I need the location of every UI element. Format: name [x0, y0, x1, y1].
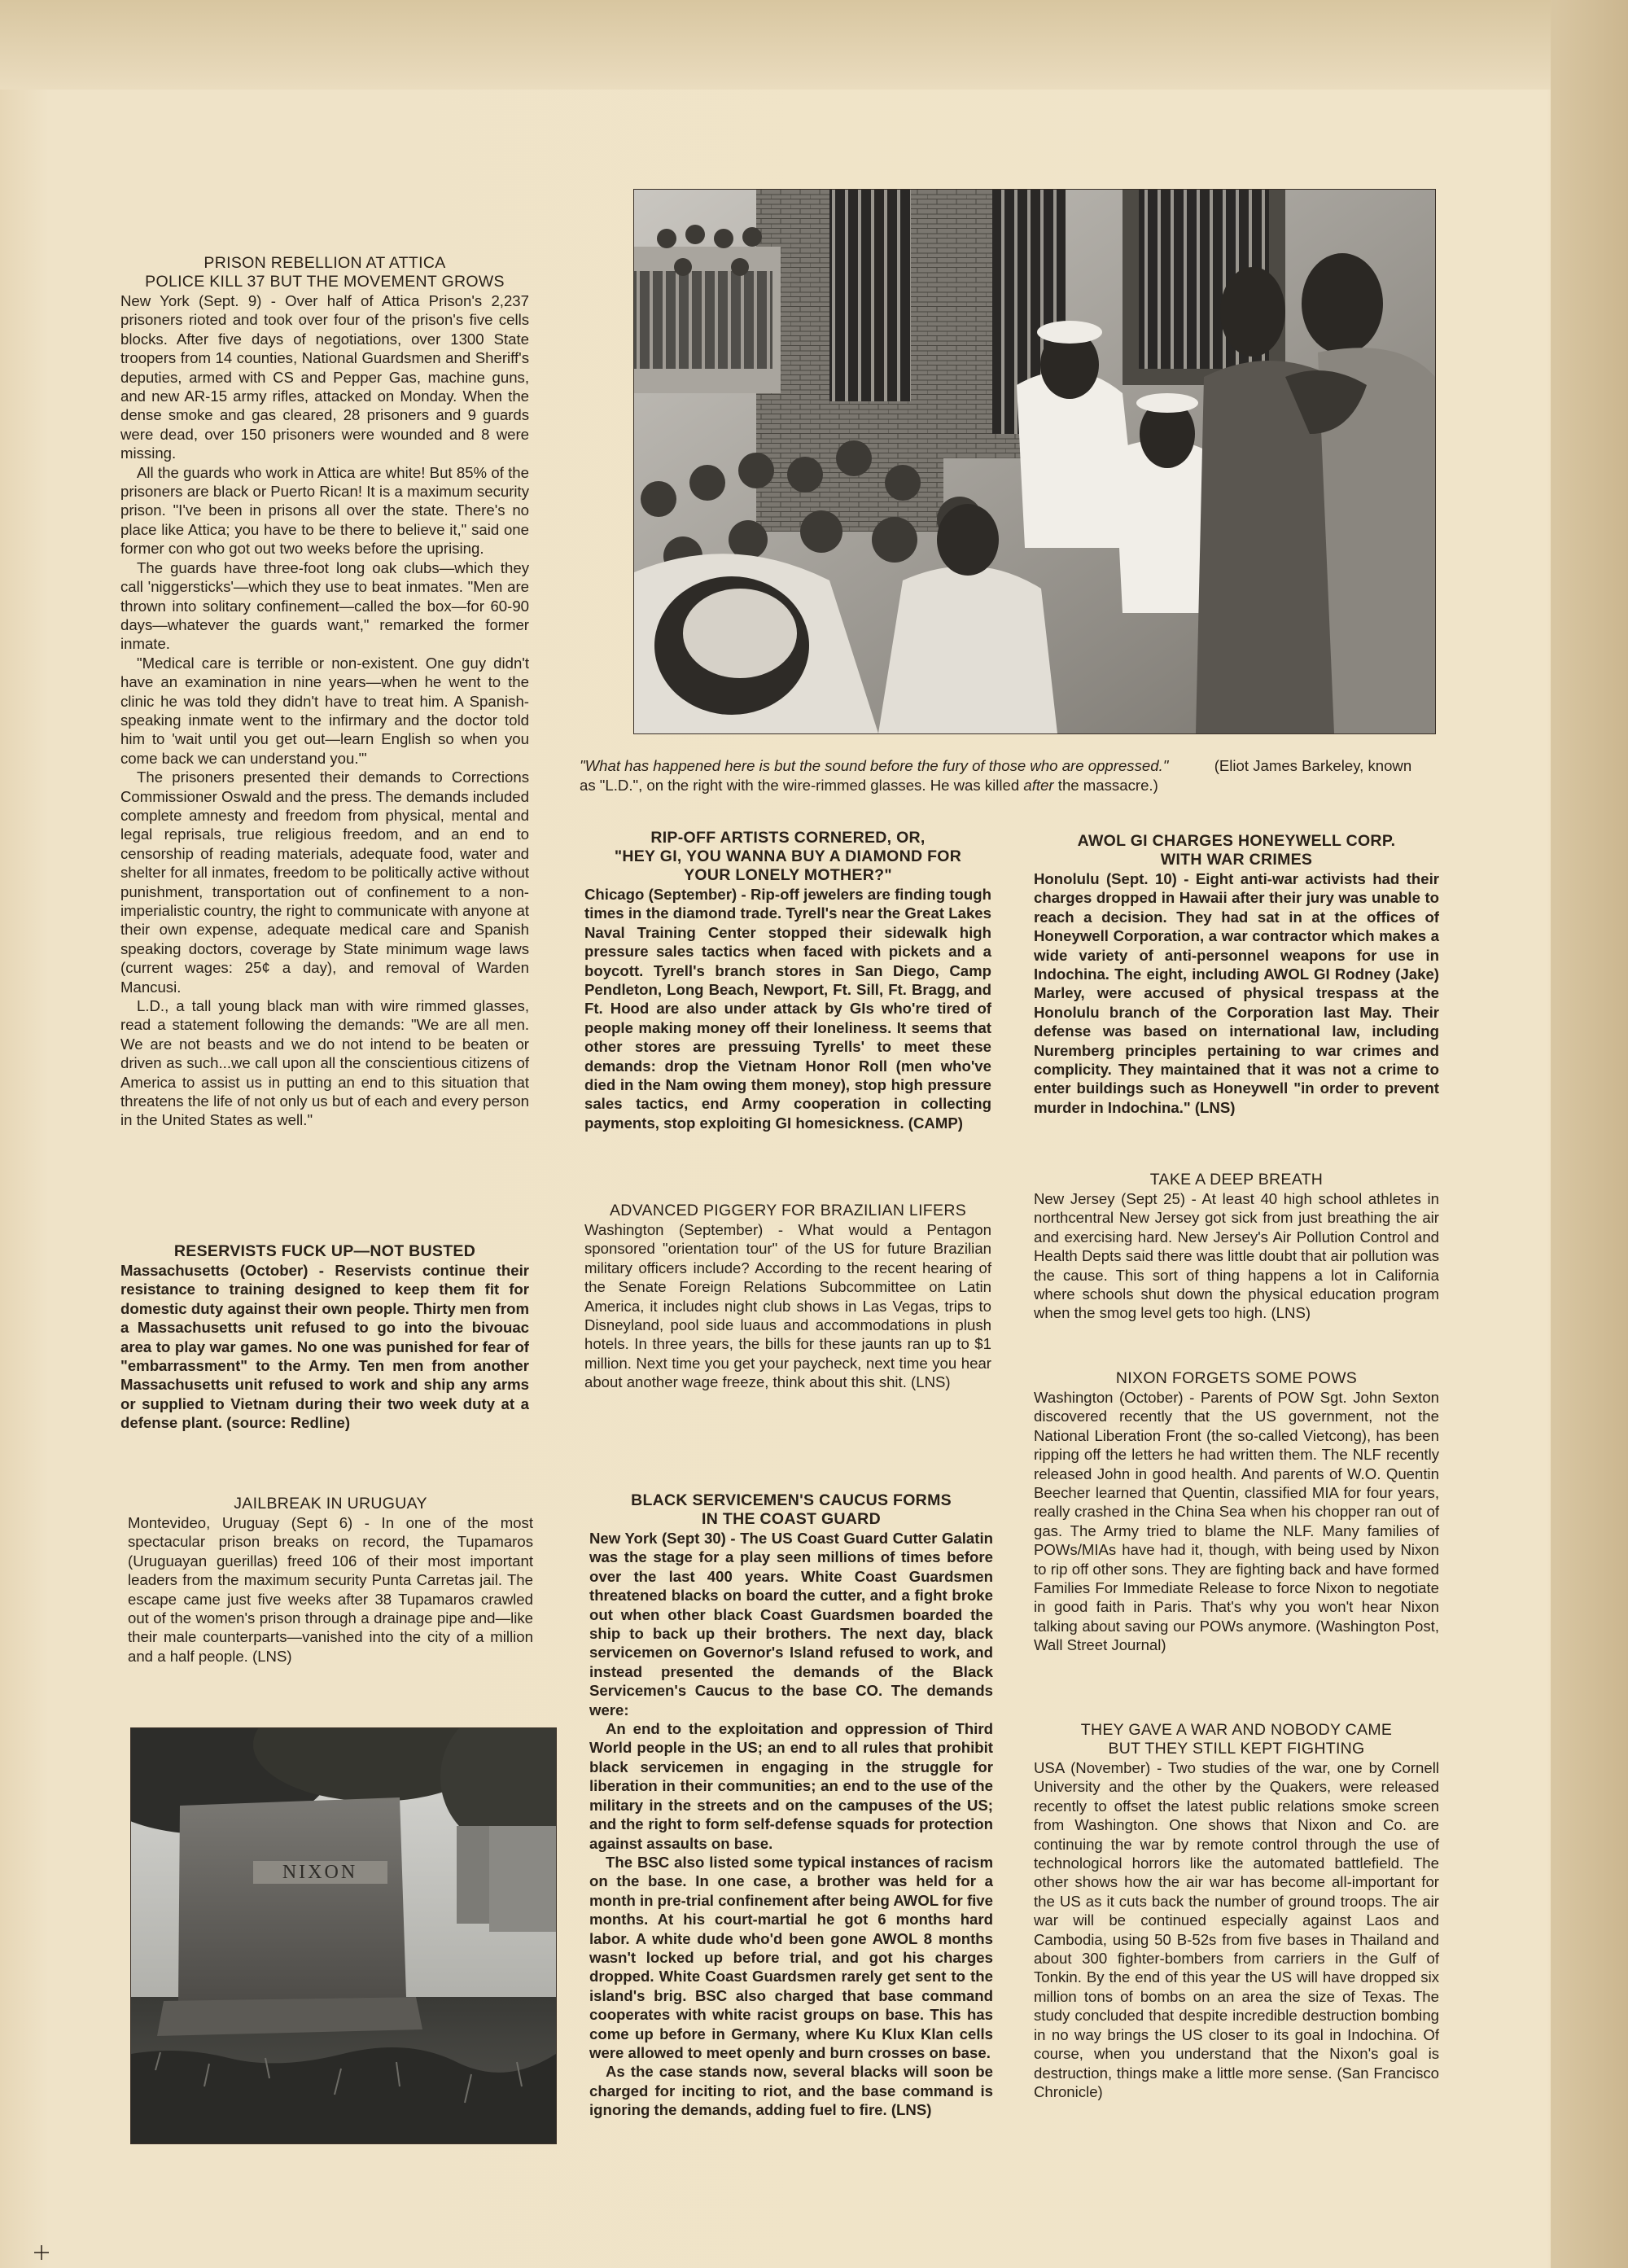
reservists-headline: RESERVISTS FUCK UP—NOT BUSTED	[173, 1242, 476, 1260]
attica-paragraph: New York (Sept. 9) - Over half of Attica Prison's 2,237 prisoners rioted and took over four of the prison's five cells blocks. After five days of negotiations, over 1300 State troopers from 14 counties, National Guardsmen and Sheriff's deputies, armed with CS and Pepper Gas, machine guns, and new AR-15 army rifles, attacked on Monday. When the dense smoke and gas cleared, 28 prisoners and 9 guards were dead, over 150 prisoners were wounded and 8 were missing.	[120, 292, 529, 462]
gravestone-illustration	[131, 1728, 556, 2143]
breath-article	[1034, 1171, 1439, 1323]
attica-paragraph: All the guards who work in Attica are white! But 85% of the prisoners are black or Puerto Rican! It is a maximum security prison. "I've been in prisons all over the state. There's no place like Attica; you have to be there to believe it," said one former con who got out two weeks before the uprising.	[120, 463, 529, 558]
attica-headline-2: POLICE KILL 37 BUT THE MOVEMENT GROWS	[145, 273, 505, 291]
ripoff-headline-1: RIP-OFF ARTISTS CORNERED, OR,	[650, 829, 926, 847]
page-top-shadow	[0, 0, 1628, 90]
awol-headline-2: WITH WAR CRIMES	[1160, 851, 1313, 869]
ripoff-body: Chicago (September) - Rip-off jewelers are finding tough times in the diamond trade. Tyrell's near the Great Lakes Naval Training Center stopped their sidewalk high pressure sales tactics when faced with pickets and a boycott. Tyrell's branch stores in San Diego, Camp Pendleton, Long Beach, Newport, Ft. Sill, Ft. Bragg, and Ft. Hood are also under attack by GIs who're tired of people making money off their loneliness. It seems that other stores are pressuing Tyrells' to meet these demands: drop the Vietnam Honor Roll (men who've died in the Nam owing them money), stop high pressure sales tactics, end Army cooperation in collecting payments, stop exploiting GI homesickness. (CAMP)	[584, 886, 991, 1132]
caucus-article	[589, 1491, 993, 2120]
pows-article	[1034, 1369, 1439, 1655]
attica-paragraph: The guards have three-foot long oak clubs—which they call 'niggersticks'—which they use to beat inmates. "Men are thrown into solitary confinement—called the box—for 60-90 days—whatever the guards want," remarked the former inmate.	[120, 558, 529, 653]
war-headline-2: BUT THEY STILL KEPT FIGHTING	[1108, 1740, 1365, 1758]
piggery-body: Washington (September) - What would a Pentagon sponsored "orientation tour" of the US for future Brazilian military officers include? According to the recent hearing of the Senate Foreign Relations Subcommittee on Latin America, it includes night club shows in Las Vegas, trips to Disneyland, pool side luaus and accommodations in plush hotels. In three years, the bills for these jaunts ran up to $1 million. Next time you get your paycheck, next time you hear about another wage freeze, think about this shit. (LNS)	[584, 1221, 991, 1391]
nixon-engraving: NIXON	[282, 1862, 358, 1883]
caucus-headline-2: IN THE COAST GUARD	[702, 1510, 881, 1528]
piggery-headline: ADVANCED PIGGERY FOR BRAZILIAN LIFERS	[609, 1202, 967, 1219]
attica-article	[120, 254, 529, 1130]
attica-yard-photo	[633, 189, 1436, 734]
nixon-gravestone-photo	[130, 1727, 557, 2144]
attica-headline-1: PRISON REBELLION AT ATTICA	[204, 254, 446, 272]
caucus-paragraph: New York (Sept 30) - The US Coast Guard Cutter Galatin was the stage for a play seen millions of times before over the last 400 years. White Coast Guardsmen threatened blacks on board the cutter, and a fight broke out when other black Coast Guardsmen boarded the ship to back up their brothers. The next day, black servicemen on Governor's Island refused to work, and instead presented the demands of the Black Servicemen's Caucus to the base CO. The demands were:	[589, 1530, 993, 1719]
jailbreak-article	[128, 1495, 533, 1666]
ripoff-article	[584, 829, 991, 1132]
caption-credit-emphasis: after	[1023, 777, 1054, 794]
breath-body: New Jersey (Sept 25) - At least 40 high school athletes in northcentral New Jersey got sick from just breathing the air and exercising hard. New Jersey's Air Pollution Control and Health Depts said there was little doubt that air pollution was the cause. This sort of thing happens a lot in California where schools shut down the physical education program when the smog level gets too high. (LNS)	[1034, 1190, 1439, 1322]
attica-photo-illustration	[634, 190, 1435, 733]
war-article	[1034, 1721, 1439, 2101]
caucus-paragraph: The BSC also listed some typical instances of racism on the base. In one case, a brother was held for a month in pre-trial confinement after being AWOL for five months. At his court-martial he got 6 months hard labor. A white dude who'd been gone AWOL 8 months wasn't locked up before trial, and got his charges dropped. White Coast Guardsmen rarely get sent to the island's brig. BSC also charged that base command cooperates with white racist groups on base. This has come up before in Germany, where Ku Klux Klan cells were allowed to meet openly and burn crosses on base.	[589, 1853, 993, 2061]
war-body: USA (November) - Two studies of the war, one by Cornell University and the other by the Quakers, were released recently to offset the latest public relations smoke screen from Washington. One shows that Nixon and Co. are continuing the war by remote control through the use of technological horrors like the automated battlefield. The other shows how the air war has become all-important for the US as it cuts back the number of ground troops. The air war will be continued especially against Laos and Cambodia, using 50 B-52s from five bases in Thailand and about 300 fighter-bombers from carriers in the Gulf of Tonkin. By the end of this year the US will have dropped six million tons of bombs on an area the size of Texas. The study concluded that despite incredible destruction bombing in no way brings the US closer to its goal in Indochina. Of course, when you understand that the Nixon's goal is destruction, things make a little more sense. (San Francisco Chronicle)	[1034, 1759, 1439, 2100]
war-headline-1: THEY GAVE A WAR AND NOBODY CAME	[1080, 1721, 1393, 1739]
attica-paragraph: The prisoners presented their demands to Corrections Commissioner Oswald and the press. The demands included complete amnesty and freedom from physical, mental and legal reprisals, true religious freedom, and an end to censorship of reading materials, adequate food, water and shelter for all inmates, freedom to be politically active without punishment, transportation out of confinement to a non-imperialistic country, the right to communicate with anyone at their own expense, adequate medical care and Spanish speaking doctors, coverage by State minimum wage laws (current wages: 25¢ a day), and removal of Warden Mancusi.	[120, 768, 529, 996]
awol-article	[1034, 832, 1439, 1117]
caucus-headline-1: BLACK SERVICEMEN'S CAUCUS FORMS	[631, 1491, 952, 1509]
reservists-body: Massachusetts (October) - Reservists continue their resistance to training designed to keep them fit for domestic duty against their own people. Thirty men from a Massachusetts unit refused to go into the bivouac area to play war games. No one was punished for fear of "embarrassment" to the Army. Ten men from another Massachusetts unit refused to work and ship any arms or supplied to Vietnam during their two week duty at a defense plant. (source: Redline)	[120, 1262, 529, 1432]
ripoff-headline-3: YOUR LONELY MOTHER?"	[684, 866, 892, 884]
pows-body: Washington (October) - Parents of POW Sgt. John Sexton discovered recently that the US government, not the National Liberation Front (the so-called Vietcong), has been ripping off the letters he had written them. The NLF recently released John in good health. And parents of W.O. Quentin Beecher learned that Quentin, classified MIA for four years, really crashed in the China Sea when his chopper ran out of gas. The Army tried to blame the NLF. Many families of POWs/MIAs have had it, though, with being used by Nixon to rip off other sons. They are fighting back and have formed Families For Immediate Release to force Nixon to negotiate in good faith in Paris. That's why you won't hear Nixon talking about saving our POWs anymore. (Washington Post, Wall Street Journal)	[1034, 1389, 1439, 1654]
attica-paragraph: "Medical care is terrible or non-existent. One guy didn't have an examination in nine years—when he went to the clinic he was told they didn't have to treat him. A Spanish-speaking inmate went to the infirmary and the doctor told him to 'wait until you get out—learn English so when you come back we can understand you.'"	[120, 654, 529, 767]
attica-paragraph: L.D., a tall young black man with wire rimmed glasses, read a statement following the demands: "We are all men. We are not beasts and we do not intend to be beaten or driven as such...we call upon all the conscientious citizens of America to assist us in putting an end to this situation that threatens the life of not only us but of each and every person in the United States as well."	[120, 997, 529, 1129]
photo-caption	[580, 756, 1428, 795]
caucus-paragraph: As the case stands now, several blacks will soon be charged for inciting to riot, and the base command is ignoring the demands, adding fuel to fire. (LNS)	[589, 2063, 993, 2119]
piggery-article	[584, 1202, 991, 1392]
awol-headline-1: AWOL GI CHARGES HONEYWELL CORP.	[1077, 832, 1396, 850]
caucus-paragraph: An end to the exploitation and oppression of Third World people in the US; an end to all rules that prohibit black servicemen in engaging in the struggle for liberation in their communities; an end to the use of the military in the streets and on the campuses of the US; and the right to form self-defense squads for protection against assaults on base.	[589, 1720, 993, 1852]
caption-quote: "What has happened here is but the sound before the fury of those who are oppressed."	[580, 757, 1169, 774]
ripoff-headline-2: "HEY GI, YOU WANNA BUY A DIAMOND FOR	[614, 847, 962, 865]
awol-body: Honolulu (Sept. 10) - Eight anti-war activists had their charges dropped in Hawaii after their jury was unable to reach a decision. They had sat in at the offices of Honeywell Corporation, a war contractor which makes a wide variety of anti-personnel weapons for use in Indochina. The eight, including AWOL GI Rodney (Jake) Marley, were accused of physical trespass at the Honolulu branch of the Corporation last May. Their defense was based on international law, including Nuremberg principles pertaining to war crimes and complicity. They maintained that it was not a crime to enter buildings such as Honeywell "in order to prevent murder in Indochina." (LNS)	[1034, 870, 1439, 1116]
crop-mark	[34, 2245, 49, 2260]
reservists-article	[120, 1242, 529, 1433]
breath-headline: TAKE A DEEP BREATH	[1149, 1171, 1324, 1189]
caption-credit-a: (Eliot James Barkeley, known as "L.D.", on the right with the wire-rimmed glasses. He was killed	[580, 757, 1412, 794]
caption-credit-b: the massacre.)	[1057, 777, 1158, 794]
jailbreak-headline: JAILBREAK IN URUGUAY	[234, 1495, 427, 1513]
page-right-edge	[1551, 0, 1628, 2268]
pows-headline: NIXON FORGETS SOME POWS	[1115, 1369, 1358, 1387]
jailbreak-body: Montevideo, Uruguay (Sept 6) - In one of the most spectacular prison breaks on record, the Tupamaros (Uruguayan guerillas) freed 106 of their most important leaders from the maximum security Punta Carretas jail. The escape came just five weeks after 38 Tupamaros crawled out of the women's prison through a drainage pipe and—like their male counterparts—vanished into the city of a million and a half people. (LNS)	[128, 1514, 533, 1665]
